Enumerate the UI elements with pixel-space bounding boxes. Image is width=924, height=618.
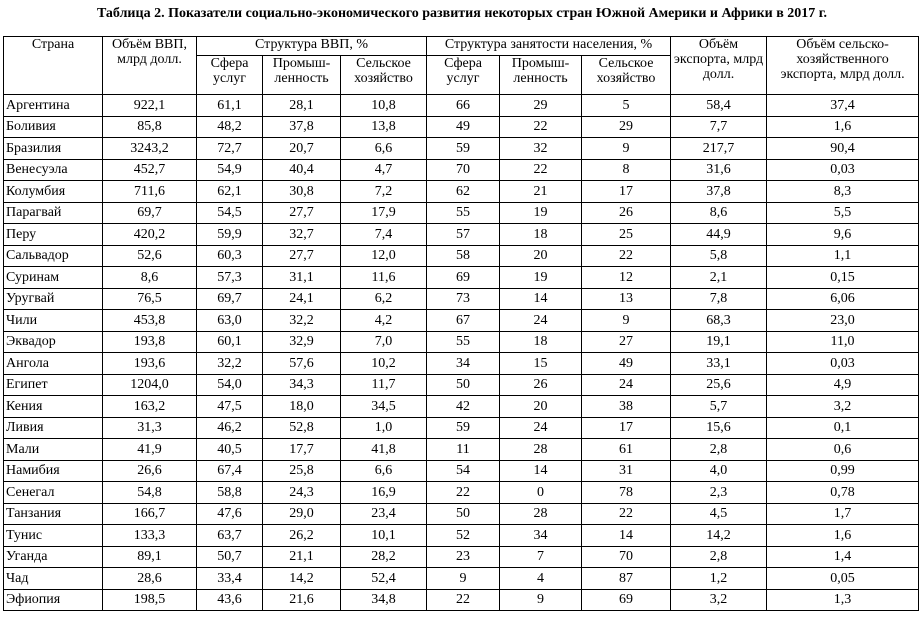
cell-gdp-volume: 198,5: [103, 589, 197, 611]
cell-gdp-industry: 52,8: [263, 417, 341, 439]
cell-emp-services: 66: [427, 95, 500, 117]
table-row: [4, 396, 919, 418]
cell-export-volume: 5,7: [671, 396, 767, 418]
cell-emp-services: 69: [427, 267, 500, 289]
cell-export-volume: 25,6: [671, 374, 767, 396]
cell-gdp-volume: 453,8: [103, 310, 197, 332]
cell-emp-agriculture: 38: [582, 396, 671, 418]
cell-country: Суринам: [4, 267, 103, 289]
cell-gdp-industry: 17,7: [263, 439, 341, 461]
cell-emp-agriculture: 9: [582, 310, 671, 332]
cell-export-volume: 5,8: [671, 245, 767, 267]
cell-emp-industry: 22: [500, 116, 582, 138]
header-employment-structure: Структура занятости населения, %: [427, 37, 671, 56]
cell-emp-services: 50: [427, 503, 500, 525]
cell-emp-industry: 19: [500, 267, 582, 289]
cell-emp-services: 70: [427, 159, 500, 181]
header-emp-services: Сфера услуг: [427, 56, 500, 95]
cell-gdp-volume: 3243,2: [103, 138, 197, 160]
cell-emp-agriculture: 5: [582, 95, 671, 117]
cell-emp-agriculture: 14: [582, 525, 671, 547]
cell-agri-export-volume: 90,4: [767, 138, 919, 160]
header-country: Страна: [4, 37, 103, 95]
cell-gdp-services: 69,7: [197, 288, 263, 310]
cell-emp-services: 54: [427, 460, 500, 482]
cell-gdp-volume: 452,7: [103, 159, 197, 181]
cell-gdp-industry: 26,2: [263, 525, 341, 547]
table-row: [4, 353, 919, 375]
cell-gdp-industry: 32,2: [263, 310, 341, 332]
cell-export-volume: 2,8: [671, 546, 767, 568]
cell-emp-agriculture: 78: [582, 482, 671, 504]
cell-emp-industry: 19: [500, 202, 582, 224]
cell-gdp-industry: 30,8: [263, 181, 341, 203]
cell-gdp-volume: 193,6: [103, 353, 197, 375]
cell-country: Эфиопия: [4, 589, 103, 611]
cell-emp-industry: 14: [500, 288, 582, 310]
cell-gdp-volume: 193,8: [103, 331, 197, 353]
cell-country: Кения: [4, 396, 103, 418]
cell-gdp-industry: 24,3: [263, 482, 341, 504]
cell-gdp-industry: 18,0: [263, 396, 341, 418]
cell-gdp-agriculture: 11,6: [341, 267, 427, 289]
cell-gdp-services: 54,0: [197, 374, 263, 396]
cell-gdp-services: 54,5: [197, 202, 263, 224]
cell-gdp-services: 60,1: [197, 331, 263, 353]
table-body: [4, 95, 919, 611]
cell-country: Чад: [4, 568, 103, 590]
cell-agri-export-volume: 4,9: [767, 374, 919, 396]
cell-emp-industry: 9: [500, 589, 582, 611]
cell-emp-agriculture: 27: [582, 331, 671, 353]
cell-emp-agriculture: 9: [582, 138, 671, 160]
cell-emp-agriculture: 8: [582, 159, 671, 181]
table-row: [4, 439, 919, 461]
cell-gdp-agriculture: 11,7: [341, 374, 427, 396]
cell-emp-agriculture: 26: [582, 202, 671, 224]
cell-gdp-agriculture: 23,4: [341, 503, 427, 525]
cell-gdp-agriculture: 34,8: [341, 589, 427, 611]
cell-gdp-services: 61,1: [197, 95, 263, 117]
cell-gdp-volume: 28,6: [103, 568, 197, 590]
cell-export-volume: 2,3: [671, 482, 767, 504]
cell-gdp-industry: 34,3: [263, 374, 341, 396]
cell-emp-agriculture: 49: [582, 353, 671, 375]
cell-gdp-volume: 85,8: [103, 116, 197, 138]
cell-gdp-services: 48,2: [197, 116, 263, 138]
table-row: [4, 589, 919, 611]
header-emp-agriculture: Сельское хозяйство: [582, 56, 671, 95]
table-row: [4, 224, 919, 246]
header-emp-industry: Промыш-ленность: [500, 56, 582, 95]
cell-gdp-industry: 28,1: [263, 95, 341, 117]
cell-country: Намибия: [4, 460, 103, 482]
cell-emp-industry: 7: [500, 546, 582, 568]
cell-gdp-services: 72,7: [197, 138, 263, 160]
cell-emp-industry: 18: [500, 224, 582, 246]
cell-gdp-industry: 27,7: [263, 202, 341, 224]
cell-country: Мали: [4, 439, 103, 461]
cell-emp-services: 49: [427, 116, 500, 138]
cell-gdp-services: 67,4: [197, 460, 263, 482]
cell-export-volume: 31,6: [671, 159, 767, 181]
cell-country: Парагвай: [4, 202, 103, 224]
cell-country: Чили: [4, 310, 103, 332]
cell-gdp-agriculture: 4,7: [341, 159, 427, 181]
cell-emp-industry: 21: [500, 181, 582, 203]
cell-emp-industry: 14: [500, 460, 582, 482]
cell-agri-export-volume: 0,6: [767, 439, 919, 461]
cell-emp-agriculture: 17: [582, 417, 671, 439]
cell-gdp-industry: 31,1: [263, 267, 341, 289]
table-row: [4, 288, 919, 310]
cell-emp-services: 67: [427, 310, 500, 332]
cell-agri-export-volume: 6,06: [767, 288, 919, 310]
cell-gdp-volume: 711,6: [103, 181, 197, 203]
cell-agri-export-volume: 0,78: [767, 482, 919, 504]
cell-agri-export-volume: 3,2: [767, 396, 919, 418]
cell-agri-export-volume: 0,05: [767, 568, 919, 590]
cell-emp-services: 22: [427, 482, 500, 504]
cell-emp-industry: 34: [500, 525, 582, 547]
cell-gdp-services: 62,1: [197, 181, 263, 203]
cell-country: Ангола: [4, 353, 103, 375]
cell-gdp-agriculture: 1,0: [341, 417, 427, 439]
cell-gdp-volume: 69,7: [103, 202, 197, 224]
cell-emp-services: 59: [427, 417, 500, 439]
cell-emp-services: 57: [427, 224, 500, 246]
cell-emp-industry: 15: [500, 353, 582, 375]
cell-gdp-agriculture: 52,4: [341, 568, 427, 590]
cell-emp-industry: 32: [500, 138, 582, 160]
cell-gdp-services: 58,8: [197, 482, 263, 504]
table-row: [4, 525, 919, 547]
cell-gdp-volume: 26,6: [103, 460, 197, 482]
table-row: [4, 181, 919, 203]
cell-emp-industry: 24: [500, 310, 582, 332]
cell-gdp-agriculture: 6,2: [341, 288, 427, 310]
cell-country: Эквадор: [4, 331, 103, 353]
cell-gdp-services: 47,5: [197, 396, 263, 418]
cell-country: Танзания: [4, 503, 103, 525]
cell-emp-services: 34: [427, 353, 500, 375]
cell-export-volume: 37,8: [671, 181, 767, 203]
table-row: [4, 546, 919, 568]
table-row: [4, 245, 919, 267]
cell-gdp-agriculture: 34,5: [341, 396, 427, 418]
cell-emp-industry: 28: [500, 503, 582, 525]
cell-gdp-volume: 420,2: [103, 224, 197, 246]
cell-emp-services: 62: [427, 181, 500, 203]
cell-emp-agriculture: 29: [582, 116, 671, 138]
table-row: [4, 138, 919, 160]
cell-country: Венесуэла: [4, 159, 103, 181]
table-caption: Таблица 2. Показатели социально-экономического развития некоторых стран Южной Америки и Африки в 2017 г.: [96, 6, 828, 21]
cell-gdp-volume: 76,5: [103, 288, 197, 310]
cell-gdp-volume: 52,6: [103, 245, 197, 267]
cell-emp-services: 22: [427, 589, 500, 611]
cell-gdp-agriculture: 7,0: [341, 331, 427, 353]
cell-export-volume: 15,6: [671, 417, 767, 439]
cell-country: Перу: [4, 224, 103, 246]
cell-emp-agriculture: 31: [582, 460, 671, 482]
cell-emp-agriculture: 69: [582, 589, 671, 611]
cell-emp-services: 73: [427, 288, 500, 310]
table-row: [4, 116, 919, 138]
cell-gdp-industry: 14,2: [263, 568, 341, 590]
cell-gdp-services: 54,9: [197, 159, 263, 181]
cell-emp-industry: 20: [500, 245, 582, 267]
header-gdp-volume: Объём ВВП, млрд долл.: [103, 37, 197, 95]
cell-export-volume: 8,6: [671, 202, 767, 224]
cell-gdp-industry: 29,0: [263, 503, 341, 525]
cell-emp-services: 23: [427, 546, 500, 568]
cell-country: Сенегал: [4, 482, 103, 504]
cell-export-volume: 58,4: [671, 95, 767, 117]
cell-emp-agriculture: 12: [582, 267, 671, 289]
cell-agri-export-volume: 9,6: [767, 224, 919, 246]
cell-gdp-industry: 32,7: [263, 224, 341, 246]
cell-gdp-services: 47,6: [197, 503, 263, 525]
cell-emp-services: 59: [427, 138, 500, 160]
cell-country: Египет: [4, 374, 103, 396]
cell-export-volume: 2,8: [671, 439, 767, 461]
cell-emp-services: 58: [427, 245, 500, 267]
cell-emp-agriculture: 87: [582, 568, 671, 590]
cell-gdp-industry: 21,6: [263, 589, 341, 611]
table-row: [4, 331, 919, 353]
cell-export-volume: 1,2: [671, 568, 767, 590]
cell-gdp-volume: 54,8: [103, 482, 197, 504]
cell-gdp-services: 57,3: [197, 267, 263, 289]
cell-gdp-services: 63,7: [197, 525, 263, 547]
cell-gdp-agriculture: 4,2: [341, 310, 427, 332]
table-row: [4, 267, 919, 289]
table-row: [4, 417, 919, 439]
cell-gdp-volume: 89,1: [103, 546, 197, 568]
cell-gdp-services: 60,3: [197, 245, 263, 267]
cell-emp-agriculture: 22: [582, 503, 671, 525]
cell-emp-services: 55: [427, 331, 500, 353]
cell-gdp-agriculture: 6,6: [341, 460, 427, 482]
cell-gdp-industry: 40,4: [263, 159, 341, 181]
cell-agri-export-volume: 1,4: [767, 546, 919, 568]
cell-country: Аргентина: [4, 95, 103, 117]
indicators-table: [3, 36, 919, 611]
cell-gdp-industry: 21,1: [263, 546, 341, 568]
cell-emp-services: 50: [427, 374, 500, 396]
cell-emp-industry: 0: [500, 482, 582, 504]
cell-gdp-volume: 1204,0: [103, 374, 197, 396]
cell-emp-services: 42: [427, 396, 500, 418]
cell-gdp-agriculture: 41,8: [341, 439, 427, 461]
cell-gdp-agriculture: 10,8: [341, 95, 427, 117]
cell-emp-industry: 26: [500, 374, 582, 396]
header-export-volume: Объём экспорта, млрд долл.: [671, 37, 767, 95]
cell-gdp-industry: 37,8: [263, 116, 341, 138]
cell-agri-export-volume: 1,3: [767, 589, 919, 611]
cell-emp-industry: 18: [500, 331, 582, 353]
cell-agri-export-volume: 11,0: [767, 331, 919, 353]
cell-emp-agriculture: 22: [582, 245, 671, 267]
cell-export-volume: 14,2: [671, 525, 767, 547]
cell-gdp-agriculture: 10,1: [341, 525, 427, 547]
cell-emp-industry: 24: [500, 417, 582, 439]
cell-gdp-volume: 133,3: [103, 525, 197, 547]
cell-agri-export-volume: 0,99: [767, 460, 919, 482]
cell-gdp-services: 46,2: [197, 417, 263, 439]
cell-gdp-agriculture: 12,0: [341, 245, 427, 267]
table-row: [4, 460, 919, 482]
cell-agri-export-volume: 23,0: [767, 310, 919, 332]
cell-gdp-volume: 8,6: [103, 267, 197, 289]
cell-agri-export-volume: 1,1: [767, 245, 919, 267]
header-gdp-services: Сфера услуг: [197, 56, 263, 95]
header-gdp-agriculture: Сельское хозяйство: [341, 56, 427, 95]
cell-gdp-industry: 25,8: [263, 460, 341, 482]
cell-emp-agriculture: 13: [582, 288, 671, 310]
cell-emp-services: 55: [427, 202, 500, 224]
cell-gdp-agriculture: 28,2: [341, 546, 427, 568]
cell-gdp-services: 50,7: [197, 546, 263, 568]
cell-export-volume: 4,0: [671, 460, 767, 482]
cell-emp-services: 52: [427, 525, 500, 547]
cell-gdp-volume: 922,1: [103, 95, 197, 117]
cell-agri-export-volume: 0,1: [767, 417, 919, 439]
cell-export-volume: 7,7: [671, 116, 767, 138]
cell-agri-export-volume: 1,7: [767, 503, 919, 525]
cell-gdp-volume: 41,9: [103, 439, 197, 461]
cell-gdp-agriculture: 7,4: [341, 224, 427, 246]
cell-country: Бразилия: [4, 138, 103, 160]
cell-gdp-services: 33,4: [197, 568, 263, 590]
table-row: [4, 95, 919, 117]
cell-gdp-services: 43,6: [197, 589, 263, 611]
cell-agri-export-volume: 0,03: [767, 159, 919, 181]
cell-gdp-industry: 27,7: [263, 245, 341, 267]
cell-export-volume: 3,2: [671, 589, 767, 611]
cell-emp-agriculture: 25: [582, 224, 671, 246]
cell-export-volume: 2,1: [671, 267, 767, 289]
cell-emp-agriculture: 24: [582, 374, 671, 396]
cell-country: Боливия: [4, 116, 103, 138]
table-row: [4, 503, 919, 525]
cell-emp-industry: 20: [500, 396, 582, 418]
cell-agri-export-volume: 0,15: [767, 267, 919, 289]
cell-gdp-volume: 166,7: [103, 503, 197, 525]
header-gdp-structure: Структура ВВП, %: [197, 37, 427, 56]
cell-country: Сальвадор: [4, 245, 103, 267]
header-agri-export-volume: Объём сельско-хозяйственного экспорта, млрд долл.: [767, 37, 919, 95]
cell-emp-services: 11: [427, 439, 500, 461]
cell-agri-export-volume: 1,6: [767, 116, 919, 138]
cell-agri-export-volume: 5,5: [767, 202, 919, 224]
cell-emp-industry: 4: [500, 568, 582, 590]
cell-gdp-agriculture: 10,2: [341, 353, 427, 375]
cell-emp-industry: 29: [500, 95, 582, 117]
cell-gdp-services: 63,0: [197, 310, 263, 332]
cell-export-volume: 7,8: [671, 288, 767, 310]
cell-gdp-agriculture: 17,9: [341, 202, 427, 224]
cell-emp-industry: 22: [500, 159, 582, 181]
cell-gdp-industry: 32,9: [263, 331, 341, 353]
cell-gdp-industry: 20,7: [263, 138, 341, 160]
table-row: [4, 374, 919, 396]
cell-emp-agriculture: 61: [582, 439, 671, 461]
cell-emp-services: 9: [427, 568, 500, 590]
table-row: [4, 568, 919, 590]
cell-gdp-services: 40,5: [197, 439, 263, 461]
cell-agri-export-volume: 0,03: [767, 353, 919, 375]
cell-gdp-volume: 31,3: [103, 417, 197, 439]
cell-gdp-industry: 24,1: [263, 288, 341, 310]
cell-agri-export-volume: 37,4: [767, 95, 919, 117]
cell-country: Уганда: [4, 546, 103, 568]
cell-gdp-volume: 163,2: [103, 396, 197, 418]
cell-emp-industry: 28: [500, 439, 582, 461]
cell-agri-export-volume: 8,3: [767, 181, 919, 203]
cell-agri-export-volume: 1,6: [767, 525, 919, 547]
cell-country: Колумбия: [4, 181, 103, 203]
table-row: [4, 202, 919, 224]
cell-export-volume: 19,1: [671, 331, 767, 353]
cell-gdp-services: 32,2: [197, 353, 263, 375]
cell-country: Уругвай: [4, 288, 103, 310]
cell-export-volume: 4,5: [671, 503, 767, 525]
cell-gdp-agriculture: 6,6: [341, 138, 427, 160]
cell-country: Тунис: [4, 525, 103, 547]
cell-gdp-services: 59,9: [197, 224, 263, 246]
cell-export-volume: 44,9: [671, 224, 767, 246]
header-gdp-industry: Промыш-ленность: [263, 56, 341, 95]
cell-gdp-agriculture: 7,2: [341, 181, 427, 203]
cell-gdp-industry: 57,6: [263, 353, 341, 375]
cell-export-volume: 217,7: [671, 138, 767, 160]
cell-emp-agriculture: 70: [582, 546, 671, 568]
cell-country: Ливия: [4, 417, 103, 439]
cell-emp-agriculture: 17: [582, 181, 671, 203]
cell-gdp-agriculture: 13,8: [341, 116, 427, 138]
cell-gdp-agriculture: 16,9: [341, 482, 427, 504]
cell-export-volume: 68,3: [671, 310, 767, 332]
table-row: [4, 310, 919, 332]
table-row: [4, 159, 919, 181]
cell-export-volume: 33,1: [671, 353, 767, 375]
table-row: [4, 482, 919, 504]
